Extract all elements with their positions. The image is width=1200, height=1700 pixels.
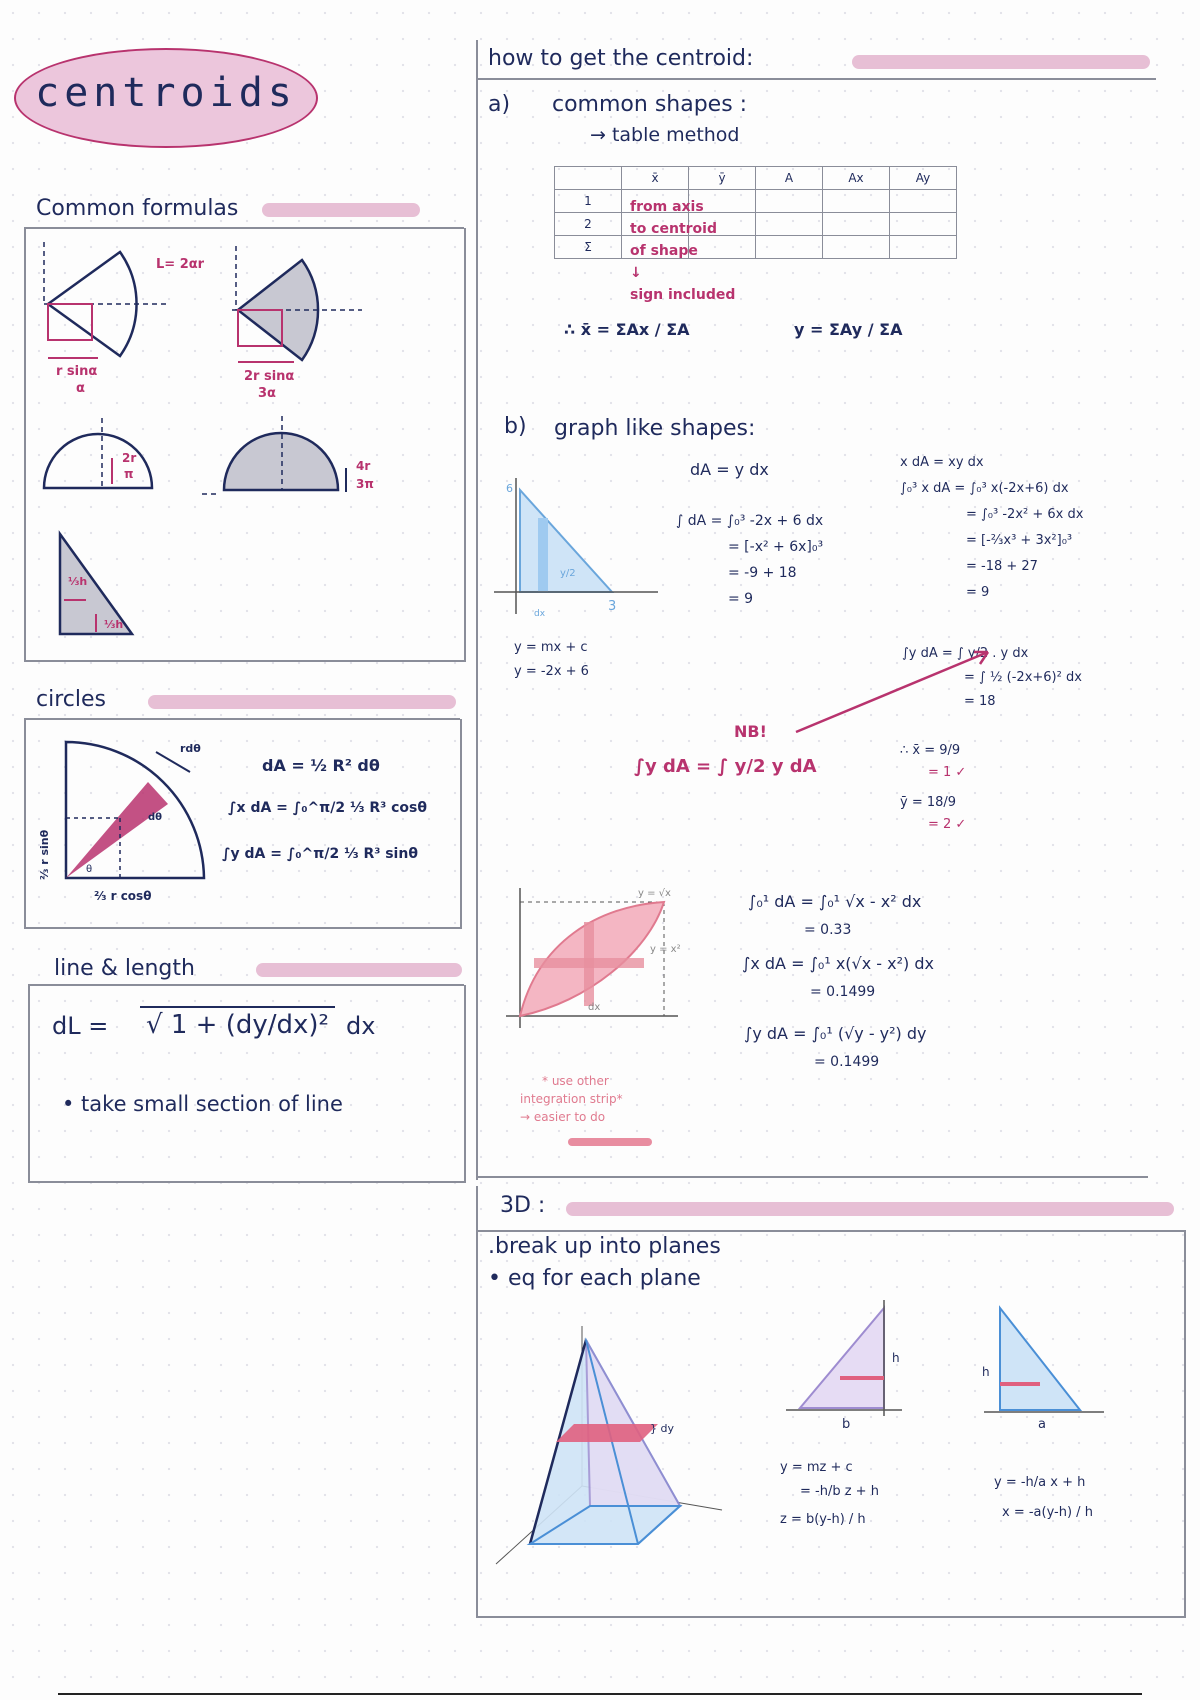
three-d-rule: [476, 1230, 1186, 1232]
circles-heading: circles: [36, 687, 106, 712]
svg-text:y/2: y/2: [560, 568, 576, 579]
three-d-highlight: [566, 1202, 1174, 1216]
svg-text:h: h: [892, 1351, 900, 1365]
table-row: 1: [555, 190, 957, 213]
plane-triangle-1: [776, 1300, 916, 1430]
svg-text:4r: 4r: [356, 459, 371, 473]
centroid-heading: how to get the centroid:: [488, 46, 754, 71]
table-header-cell: [555, 167, 622, 190]
ybar-equation: y = ΣAy / ΣA: [794, 320, 903, 339]
svg-text:⅓h: ⅓h: [104, 618, 124, 631]
sector-filled-icon: [232, 246, 362, 362]
svg-text:π: π: [124, 467, 134, 481]
circles-highlight: [148, 695, 456, 709]
table-header-row: [555, 167, 957, 190]
svg-text:3α: 3α: [258, 386, 276, 401]
svg-text:} dy: } dy: [650, 1422, 674, 1435]
result-lines: ∴ x̄ = 9/9 = 1 ✓ ȳ = 18/9 = 2 ✓: [900, 743, 967, 832]
svg-text:2r: 2r: [122, 451, 137, 465]
centroid-highlight: [852, 55, 1150, 69]
circles-eq-1: dA = ½ R² dθ: [262, 756, 380, 775]
svg-text:y = √x: y = √x: [638, 888, 671, 899]
svg-text:⅔ r sinθ: ⅔ r sinθ: [38, 829, 51, 880]
arc-length-label: L= 2αr: [156, 257, 205, 272]
svg-text:⅔ r cosθ: ⅔ r cosθ: [94, 889, 152, 903]
svg-text:θ: θ: [86, 864, 93, 875]
three-d-heading: 3D :: [500, 1193, 546, 1218]
svg-text:dx: dx: [534, 609, 546, 619]
three-d-rule-bottom: [476, 1616, 1186, 1618]
svg-text:rdθ: rdθ: [180, 742, 201, 755]
section-b-label: b): [504, 414, 527, 439]
common-formulas-highlight: [262, 203, 420, 217]
common-formulas-heading: Common formulas: [36, 196, 239, 221]
svg-text:dθ: dθ: [148, 812, 163, 823]
arc-length-formula-root: √ 1 + (dy/dx)²: [140, 1006, 335, 1042]
centroid-table: [554, 166, 957, 259]
line-length-highlight: [256, 963, 462, 977]
pyramid-diagram: [490, 1320, 730, 1570]
circles-eq-2: ∫x dA = ∫₀^π/2 ⅓ R³ cosθ: [228, 800, 428, 816]
table-header-cell: Ay: [890, 167, 957, 190]
line-eq-2: y = -2x + 6: [514, 664, 589, 679]
circle-sector-diagram: [30, 730, 230, 910]
svg-text:dx: dx: [588, 1002, 601, 1013]
page-bottom-rule: [58, 1693, 1142, 1695]
three-d-bullet-2: • eq for each plane: [488, 1266, 701, 1291]
strip-note-highlight: [568, 1138, 652, 1146]
common-formulas-diagrams: [26, 230, 462, 658]
nb-label: NB!: [734, 722, 767, 741]
curve-region-graph: [498, 882, 698, 1032]
sector-outline-icon: [44, 242, 166, 358]
svg-text:3π: 3π: [356, 477, 374, 491]
xda-lines: x dA = xy dx ∫₀³ x dA = ∫₀³ x(-2x+6) dx = ∫₀³ -2x² + 6x dx = [-⅔x³ + 3x²]₀³ = -18 + 27 = 9: [900, 455, 1084, 600]
svg-text:2r sinα: 2r sinα: [244, 369, 295, 384]
three-d-left-border: [476, 1186, 478, 1618]
arc-length-formula-left: dL =: [52, 1012, 109, 1040]
table-row: Σ: [555, 236, 957, 259]
svg-text:h: h: [982, 1365, 990, 1379]
table-note: from axis to centroid of shape ↓ sign included: [630, 199, 736, 303]
nb-arrow: [790, 640, 1000, 740]
section-b-title: graph like shapes:: [554, 416, 756, 441]
semicircle-filled-icon: [202, 416, 346, 494]
centroid-left-border: [476, 40, 478, 1180]
three-d-right-border: [1184, 1230, 1186, 1618]
svg-text:6: 6: [506, 482, 513, 495]
line-length-heading: line & length: [54, 956, 195, 981]
circles-eq-3: ∫y dA = ∫₀^π/2 ⅓ R³ sinθ: [222, 846, 418, 862]
three-d-bullet-1: .break up into planes: [488, 1234, 721, 1259]
da-equation: dA = y dx: [690, 460, 769, 479]
table-header-cell: ȳ: [689, 167, 756, 190]
strip-note: * use other integration strip* → easier to do: [520, 1074, 623, 1124]
centroid-rule-top: [476, 78, 1156, 80]
svg-text:3: 3: [608, 599, 617, 614]
triangle-graph: [494, 478, 664, 628]
svg-text:b: b: [842, 1417, 851, 1430]
section-a-title: common shapes :: [552, 92, 748, 117]
centroid-rule-bottom: [476, 1176, 1148, 1178]
curve-equations: ∫₀¹ dA = ∫₀¹ √x - x² dx = 0.33 ∫x dA = ∫₀¹ x(√x - x²) dx = 0.1499 ∫y dA = ∫₀¹ (√y - y²) dy = 0.1499: [742, 892, 934, 1070]
section-a-subtitle: → table method: [590, 124, 740, 146]
svg-text:a: a: [1038, 1417, 1046, 1430]
arc-length-formula-right: dx: [346, 1012, 376, 1040]
table-header-cell: A: [756, 167, 823, 190]
table-header-cell: x̄: [622, 167, 689, 190]
svg-text:y = x²: y = x²: [650, 944, 681, 955]
plane-2-equations: y = -h/a x + h x = -a(y-h) / h: [994, 1475, 1093, 1520]
page-title: centroids: [35, 70, 297, 116]
plane-triangle-2: [980, 1300, 1120, 1430]
svg-text:⅓h: ⅓h: [68, 575, 88, 588]
plane-1-equations: y = mz + c = -h/b z + h z = b(y-h) / h: [780, 1460, 879, 1527]
xbar-equation: ∴ x̄ = ΣAx / ΣA: [564, 320, 690, 339]
svg-text:r sinα: r sinα: [56, 364, 98, 379]
line-eq-1: y = mx + c: [514, 640, 588, 655]
nb-equation: ∫y dA = ∫ y/2 y dA: [634, 756, 817, 777]
integral-da-lines: ∫ dA = ∫₀³ -2x + 6 dx = [-x² + 6x]₀³ = -9 + 18 = 9: [676, 513, 824, 607]
line-length-bullet: • take small section of line: [62, 1092, 343, 1116]
yda-lines: ∫y dA = ∫ y/2 . y dx = ∫ ½ (-2x+6)² dx = 18: [902, 646, 1082, 709]
svg-text:α: α: [76, 381, 85, 396]
table-header-cell: Ax: [823, 167, 890, 190]
table-row: 2: [555, 213, 957, 236]
section-a-label: a): [488, 92, 511, 117]
